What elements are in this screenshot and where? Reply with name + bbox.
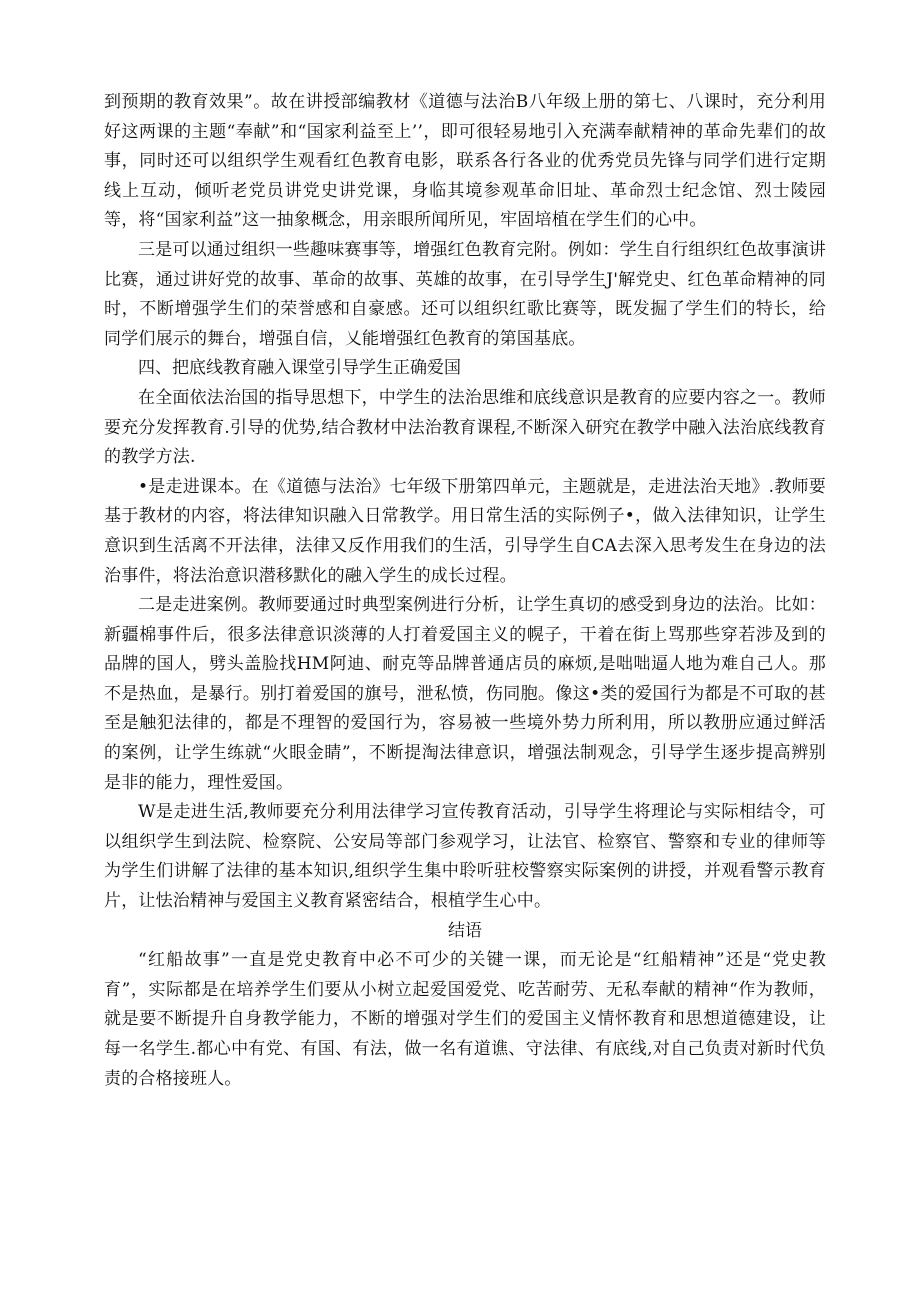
conclusion-title: 结语 — [448, 920, 482, 941]
section-heading: 四、把底线教育融入课堂引导学生正确爱国 — [138, 358, 461, 379]
body-paragraph: 二是走进案例。教师要通过时典型案例进行分析，让学生真切的感受到身边的法治。比如：新疆棉事件后，很多法律意识淡薄的人打着爱国主义的幌子，干着在街上骂那些穿若涉及到的品牌的国人，劈头盖脸找HM阿迪、耐克等品牌普通店员的麻烦,是咄咄逼人地为难自己人。那不是热血，是暴行。别打着爱国的旗号，泄私愤，伤同胞。像这•类的爱国行为都是不可取的甚至是触犯法律的，都是不理智的爱国行为，容易被一些境外势力所利用，所以教册应通过鲜活的案例，让学生练就“火眼金睛”，不断提淘法律意识，增强法制观念，引导学生逐步提高辨别是非的能力，理性爱国。 — [104, 595, 826, 793]
body-paragraph: 在全面依法治国的指导思想下，中学生的法治思维和底线意识是教育的应要内容之一。教师要充分发挥教育.引导的优势,结合教材中法治教育课程,不断深入研究在教学中融入法治底线教育的教学方法. — [104, 387, 827, 468]
body-paragraph: •是走进课本。在《道德与法治》七年级下册第四单元，主题就是，走进法治天地》.教师要基于教材的内容，将法律知识融入日常教学。用日常生活的实际例子•，做入法律知识，让学生意识到生活离不开法律，法律又反作用我们的生活，引导学生自CA去深入思考发生在身边的法治事件，将法治意识潜移默化的融入学生的成长过程。 — [104, 476, 826, 586]
body-paragraph: 到预期的教育效果”。故在讲授部编教材《道德与法治B八年级上册的第七、八课时，充分利用好这两课的主题“奉献”和“国家利益至上’’，即可很轻易地引入充满奉献精神的革命先辈们的故事，同时还可以组织学生观看红色教育电影，联系各行各业的优秀党员先锋与同学们进行定期线上互动，倾听老党员讲党史讲党课，身临其境参观革命旧址、革命烈士纪念馆、烈士陵园等，将“国家利益”这一抽象概念，用亲眼所闻所见，牢固培植在学生们的心中。 — [104, 92, 826, 231]
conclusion-paragraph: “红船故事”一直是党史教育中必不可少的关键一课，而无论是“红船精神”还是“党史教育”，实际都是在培养学生们要从小树立起爱国爱党、吃苦耐劳、无私奉献的精神“作为教师，就是要不断提升自身教学能力，不断的增强对学生们的爱国主义情怀教育和思想道德建设，让每一名学生.都心中有党、有国、有法，做一名有道谯、守法律、有底线,对自己负责对新时代负责的合格接班人。 — [104, 950, 826, 1089]
document-page — [104, 88, 826, 1094]
body-paragraph: W是走进生活,教师要充分利用法律学习宣传教育活动，引导学生将理论与实际相结令，可以组织学生到法院、检察院、公安局等部门参观学习，让法官、检察官、警察和专业的律师等为学生们讲解了法律的基本知识,组织学生集中聆听驻校警察实际案例的讲授，并观看警示教育片，让怯治精神与爱国主义教育紧密结合，根植学生心中。 — [104, 802, 826, 912]
body-paragraph: 三是可以通过组织一些趣味赛事等，增强红色教育完附。例如：学生自行组织红色故事演讲比赛，通过讲好党的故事、革命的故事、英雄的故事，在引导学生J'解党史、红色革命精神的同时，不断增强学生们的荣誉感和自豪感。还可以组织红歌比赛等，既发掘了学生们的特长，给同学们展示的舞台，增强自信，乂能增强红色教育的第国基底。 — [104, 239, 826, 349]
